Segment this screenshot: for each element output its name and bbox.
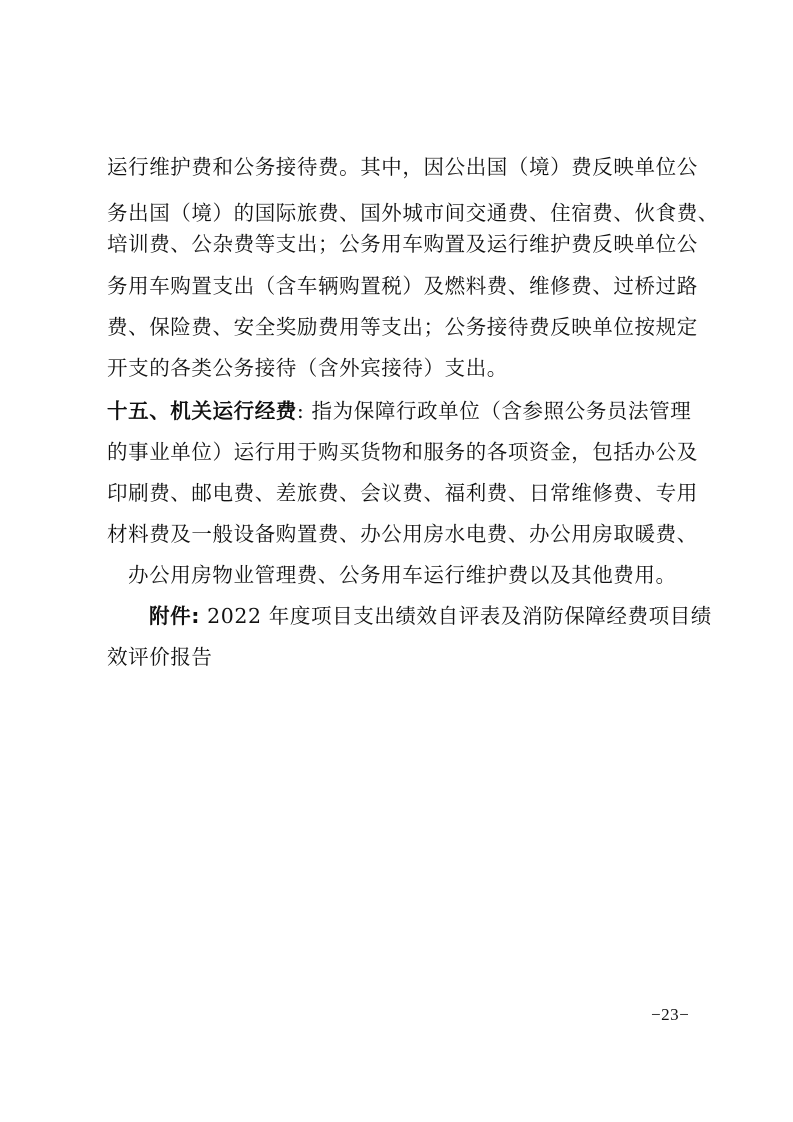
paragraph-2-line-5: 办公用房物业管理费、公务用车运行维护费以及其他费用。 xyxy=(128,563,677,587)
attachment-line-2: 效评价报告 xyxy=(107,645,213,669)
attachment-label: 附件: xyxy=(149,604,200,628)
paragraph-1-line-4: 务用车购置支出（含车辆购置税）及燃料费、维修费、过桥过路 xyxy=(107,274,698,298)
paragraph-2-line-4: 材料费及一般设备购置费、办公用房水电费、办公用房取暖费、 xyxy=(107,522,698,546)
section-heading-colon: : xyxy=(296,399,305,423)
attachment-line-1 xyxy=(149,600,739,632)
paragraph-1-line-5: 费、保险费、安全奖励费用等支出；公务接待费反映单位按规定 xyxy=(107,315,698,339)
paragraph-2-line-1 xyxy=(107,395,697,427)
paragraph-1-line-3: 培训费、公杂费等支出；公务用车购置及运行维护费反映单位公 xyxy=(107,232,698,256)
paragraph-2-line-1-text: 指为保障行政单位（含参照公务员法管理 xyxy=(304,399,692,423)
paragraph-2-line-3: 印刷费、邮电费、差旅费、会议费、福利费、日常维修费、专用 xyxy=(107,481,698,505)
section-heading: 十五、机关运行经费 xyxy=(107,399,297,423)
attachment-text: 2022 年度项目支出绩效自评表及消防保障经费项目绩 xyxy=(200,604,712,628)
page-number: −23− xyxy=(651,1005,690,1024)
paragraph-1-line-1: 运行维护费和公务接待费。其中，因公出国（境）费反映单位公 xyxy=(107,155,698,179)
paragraph-1-line-2: 务出国（境）的国际旅费、国外城市间交通费、住宿费、伙食费、 xyxy=(107,201,719,225)
paragraph-1-line-6: 开支的各类公务接待（含外宾接待）支出。 xyxy=(107,356,508,380)
paragraph-2-line-2: 的事业单位）运行用于购买货物和服务的各项资金，包括办公及 xyxy=(107,440,698,464)
